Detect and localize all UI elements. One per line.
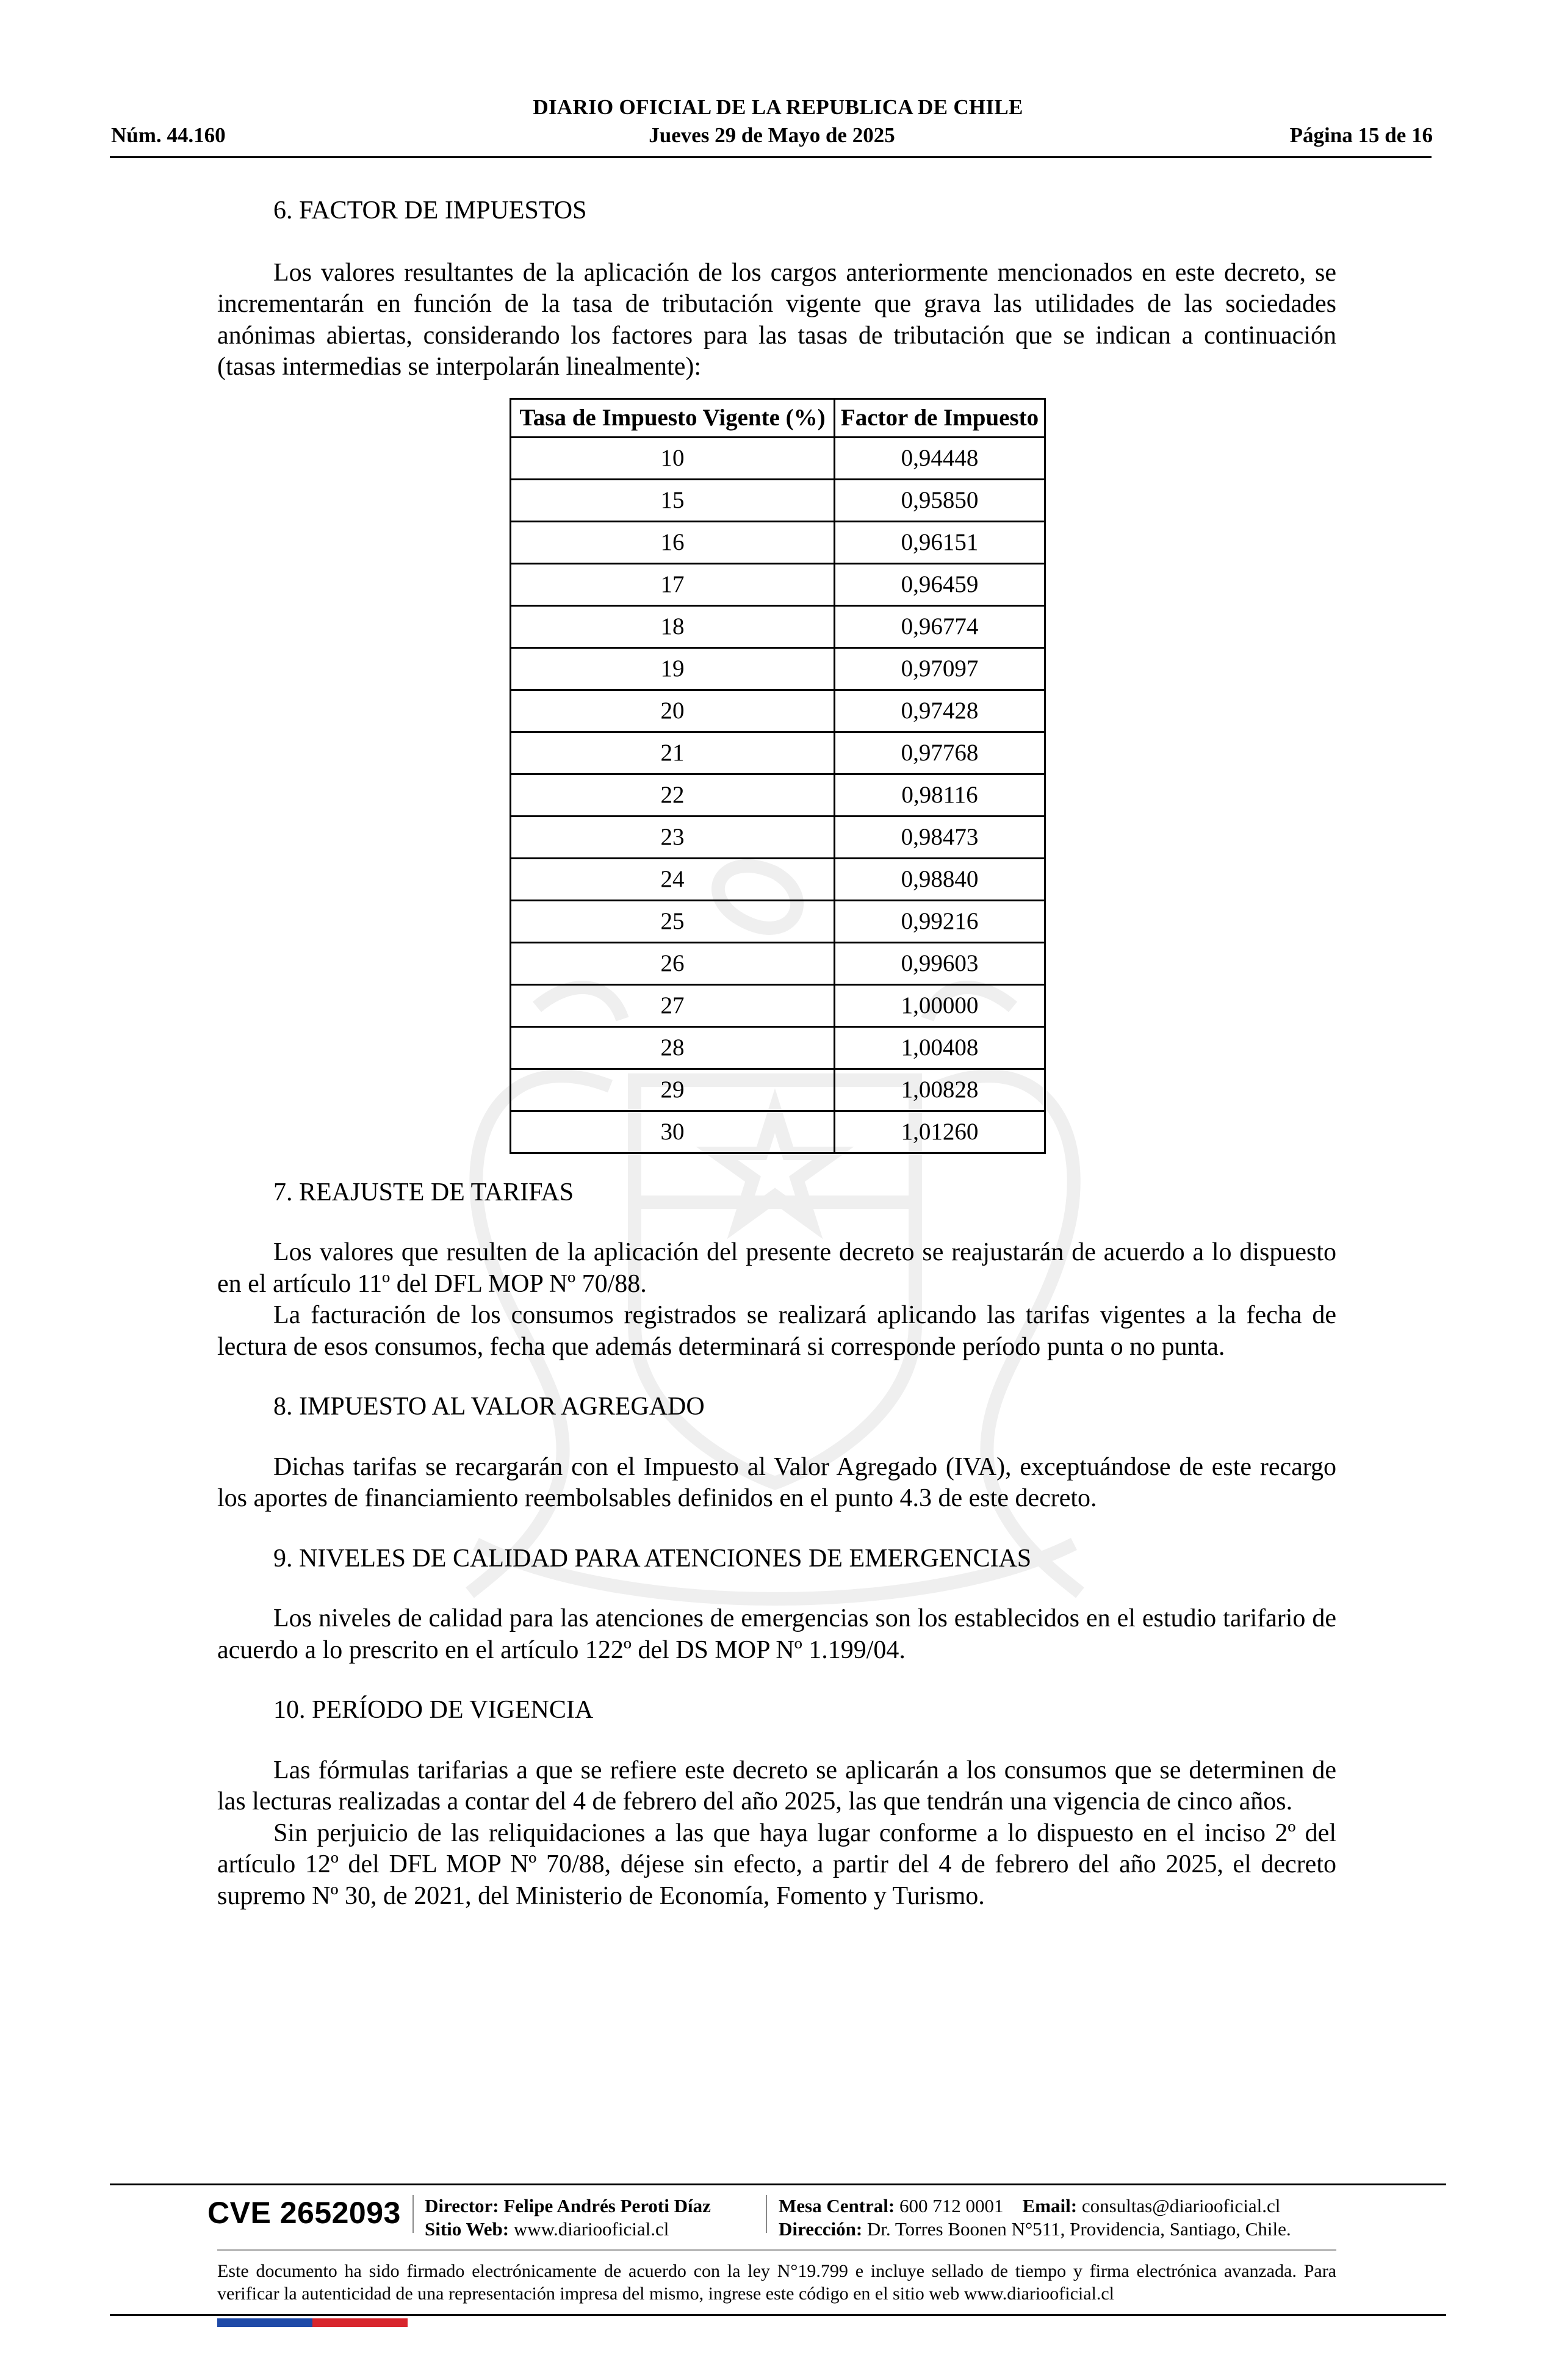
director-label: Director:	[425, 2195, 499, 2216]
section-10-heading: 10. PERÍODO DE VIGENCIA	[273, 1696, 594, 1724]
director-name: Felipe Andrés Peroti Díaz	[503, 2195, 711, 2216]
mesa-phone: 600 712 0001	[899, 2195, 1004, 2216]
table-row	[511, 858, 1045, 900]
newspaper-title: DIARIO OFICIAL DE LA REPUBLICA DE CHILE	[533, 95, 1023, 119]
rate-cell: 25	[511, 900, 835, 942]
header-rule	[110, 156, 1432, 158]
document-body	[217, 195, 1336, 1912]
rate-cell: 19	[511, 647, 835, 690]
cve-code: CVE 2652093	[207, 2196, 401, 2230]
table-row	[511, 479, 1045, 521]
factor-cell: 0,96151	[835, 521, 1045, 563]
table-row	[511, 521, 1045, 563]
email-link[interactable]: consultas@diariooficial.cl	[1081, 2195, 1281, 2216]
mesa-label: Mesa Central:	[779, 2195, 895, 2216]
rate-cell: 26	[511, 942, 835, 984]
rate-cell: 30	[511, 1111, 835, 1153]
table-row	[511, 984, 1045, 1026]
factor-cell: 0,94448	[835, 437, 1045, 479]
website-label: Sitio Web:	[425, 2218, 510, 2240]
table-row	[511, 605, 1045, 647]
table-row	[511, 690, 1045, 732]
factor-cell: 0,97428	[835, 690, 1045, 732]
section-8-paragraph: Dichas tarifas se recargarán con el Impuesto al Valor Agregado (IVA), exceptuándose de este recargo los aportes de financiamiento reembolsables definidos en el punto 4.3 de este decreto.	[217, 1452, 1336, 1512]
rate-cell: 17	[511, 563, 835, 605]
factor-cell: 0,98473	[835, 816, 1045, 858]
section-9-paragraph: Los niveles de calidad para las atenciones de emergencias son los establecidos en el estudio tarifario de acuerdo a lo prescrito en el artículo 122º del DS MOP Nº 1.199/04.	[217, 1604, 1336, 1664]
section-7-paragraph-1: Los valores que resulten de la aplicación del presente decreto se reajustarán de acuerdo a lo dispuesto en el artículo 11º del DFL MOP Nº 70/88.	[217, 1238, 1336, 1298]
factor-cell: 0,95850	[835, 479, 1045, 521]
rate-cell: 23	[511, 816, 835, 858]
table-row	[511, 1069, 1045, 1111]
section-8-heading: 8. IMPUESTO AL VALOR AGREGADO	[273, 1393, 705, 1421]
issue-number: Núm. 44.160	[111, 123, 226, 147]
rate-cell: 18	[511, 605, 835, 647]
table-row	[511, 942, 1045, 984]
section-10-paragraph-2: Sin perjuicio de las reliquidaciones a las que haya lugar conforme a lo dispuesto en el inciso 2º del artículo 12º del DFL MOP Nº 70/88, déjese sin efecto, a partir del 4 de febrero del año 2025, el decreto supremo Nº 30, de 2021, del Ministerio de Economía, Fomento y Turismo.	[217, 1819, 1336, 1910]
factor-cell: 1,00408	[835, 1026, 1045, 1069]
rate-cell: 21	[511, 732, 835, 774]
rate-cell: 15	[511, 479, 835, 521]
flag-stripe-red	[312, 2318, 408, 2327]
tax-factor-table	[510, 398, 1046, 1154]
rate-cell: 20	[511, 690, 835, 732]
footer-rule-bottom	[110, 2314, 1446, 2316]
footer-rule-middle	[217, 2249, 1336, 2251]
section-9-heading: 9. NIVELES DE CALIDAD PARA ATENCIONES DE EMERGENCIAS	[273, 1544, 1032, 1573]
factor-cell: 1,00000	[835, 984, 1045, 1026]
column-header-factor: Factor de Impuesto	[835, 398, 1045, 437]
footer-separator	[412, 2195, 414, 2233]
rate-cell: 28	[511, 1026, 835, 1069]
email-label: Email:	[1022, 2195, 1078, 2216]
section-6-heading: 6. FACTOR DE IMPUESTOS	[273, 197, 587, 225]
table-row	[511, 563, 1045, 605]
factor-cell: 1,00828	[835, 1069, 1045, 1111]
factor-cell: 0,98116	[835, 774, 1045, 816]
issue-date: Jueves 29 de Mayo de 2025	[649, 123, 895, 147]
table-header-row	[511, 398, 1045, 437]
table-row	[511, 900, 1045, 942]
section-7-heading: 7. REAJUSTE DE TARIFAS	[273, 1178, 574, 1206]
flag-stripe-blue	[217, 2318, 312, 2327]
table-row	[511, 1026, 1045, 1069]
table-row	[511, 647, 1045, 690]
factor-cell: 0,99216	[835, 900, 1045, 942]
column-header-rate: Tasa de Impuesto Vigente (%)	[511, 398, 835, 437]
factor-cell: 0,97768	[835, 732, 1045, 774]
footer-director-block	[425, 2194, 711, 2241]
page-number: Página 15 de 16	[1289, 123, 1433, 147]
address-label: Dirección:	[779, 2218, 863, 2240]
rate-cell: 29	[511, 1069, 835, 1111]
table-row	[511, 1111, 1045, 1153]
table-row	[511, 816, 1045, 858]
section-6-paragraph: Los valores resultantes de la aplicación de los cargos anteriormente mencionados en este decreto, se incrementarán en función de la tasa de tributación vigente que grava las utilidades de las sociedades anónimas abiertas, considerando los factores para las tasas de tributación que se indican a continuación (tasas intermedias se interpolarán linealmente):	[217, 258, 1336, 381]
footer-contact-block	[779, 2194, 1291, 2241]
factor-cell: 0,96459	[835, 563, 1045, 605]
signature-note: Este documento ha sido firmado electrónicamente de acuerdo con la ley N°19.799 e incluye sellado de tiempo y firma electrónica avanzada. Para verificar la autenticidad de una representación impresa del mismo, ingrese este código en el sitio web www.diariooficial.cl	[217, 2261, 1336, 2304]
rate-cell: 27	[511, 984, 835, 1026]
section-10-paragraph-1: Las fórmulas tarifarias a que se refiere este decreto se aplicarán a los consumos que se determinen de las lecturas realizadas a contar del 4 de febrero del año 2025, las que tendrán una vigencia de cinco años.	[217, 1756, 1336, 1816]
factor-cell: 0,98840	[835, 858, 1045, 900]
rate-cell: 10	[511, 437, 835, 479]
table-row	[511, 437, 1045, 479]
rate-cell: 24	[511, 858, 835, 900]
table-row	[511, 774, 1045, 816]
address-text: Dr. Torres Boonen N°511, Providencia, Santiago, Chile.	[866, 2218, 1291, 2240]
table-row	[511, 732, 1045, 774]
factor-cell: 0,97097	[835, 647, 1045, 690]
website-link[interactable]: www.diariooficial.cl	[513, 2218, 669, 2240]
footer-rule-top	[110, 2183, 1446, 2185]
rate-cell: 16	[511, 521, 835, 563]
factor-cell: 0,96774	[835, 605, 1045, 647]
header-row	[111, 123, 1433, 150]
factor-cell: 0,99603	[835, 942, 1045, 984]
factor-cell: 1,01260	[835, 1111, 1045, 1153]
rate-cell: 22	[511, 774, 835, 816]
footer-separator	[766, 2195, 767, 2233]
section-7-paragraph-2: La facturación de los consumos registrados se realizará aplicando las tarifas vigentes a la fecha de lectura de esos consumos, fecha que además determinará si corresponde período punta o no punta.	[217, 1301, 1336, 1361]
